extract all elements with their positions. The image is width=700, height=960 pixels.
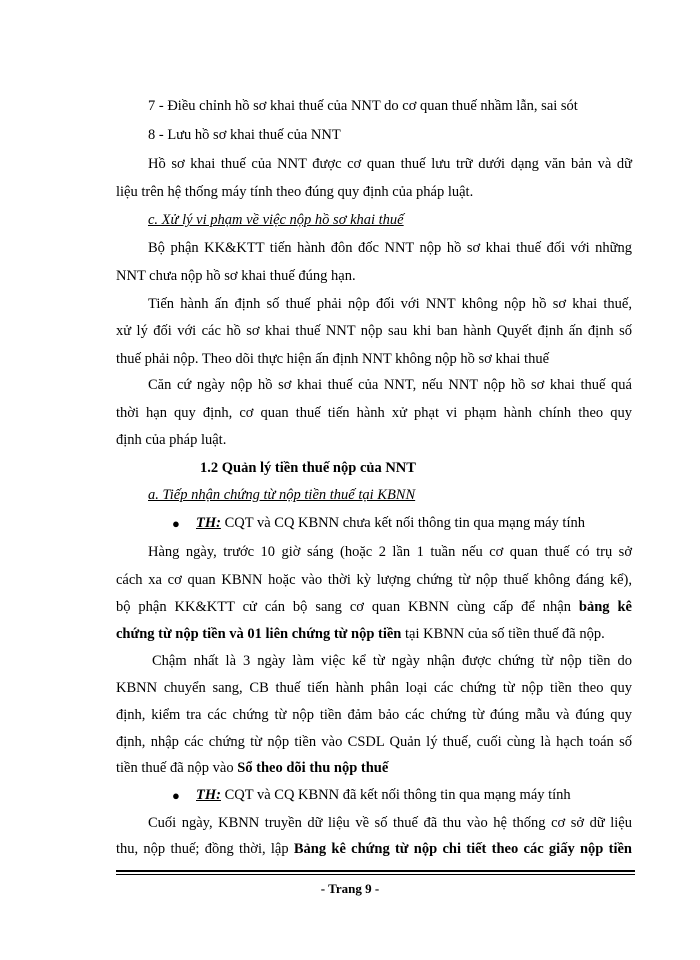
footer-rule-thin — [116, 874, 635, 875]
paragraph-line: xử lý đối với các hồ sơ khai thuế NNT nộp sau khi ban hành Quyết định ấn định số — [116, 323, 632, 339]
text-run: bộ phận KK&KTT cử cán bộ sang cơ quan KBNN cùng cấp để nhận — [116, 599, 579, 615]
bullet-icon: ● — [172, 788, 180, 803]
paragraph-line: định, kiểm tra các chứng từ nộp tiền đảm bảo các chứng từ đúng mẫu và đúng quy — [116, 707, 632, 723]
page-number: - Trang 9 - — [320, 881, 380, 896]
paragraph-line — [116, 598, 632, 616]
text-run: thu, nộp thuế; đồng thời, lập — [116, 841, 294, 857]
bold-text-run: Sổ theo dõi thu nộp thuế — [237, 760, 389, 776]
bold-text-run: Bảng kê chứng từ nộp chi tiết theo các giấy nộp tiền — [293, 841, 632, 857]
list-item-8: 8 - Lưu hồ sơ khai thuế của NNT — [148, 127, 341, 143]
paragraph-line: KBNN chuyển sang, CB thuế tiến hành phân loại các chứng từ nộp tiền theo quy — [116, 680, 632, 696]
paragraph-line — [116, 840, 632, 858]
paragraph-line: thuế phải nộp. Theo dõi thực hiện ấn định NNT không nộp hồ sơ khai thuế — [116, 351, 550, 367]
paragraph-line: Căn cứ ngày nộp hồ sơ khai thuế của NNT, nếu NNT nộp hồ sơ khai thuế quá — [148, 377, 632, 393]
paragraph-line: liệu trên hệ thống máy tính theo đúng quy định của pháp luật. — [116, 184, 474, 200]
footer-rule — [116, 870, 635, 872]
bold-text-run: chứng từ nộp tiền và 01 liên chứng từ nộp tiền — [116, 626, 402, 642]
paragraph-line: Cuối ngày, KBNN truyền dữ liệu về số thuế đã thu vào hệ thống cơ sở dữ liệu — [148, 815, 632, 831]
bold-text-run: bảng kê — [578, 599, 632, 615]
text-run: tại KBNN của số tiền thuế đã nộp. — [401, 626, 605, 642]
bullet-item — [196, 786, 571, 804]
paragraph-line: thời hạn quy định, cơ quan thuế tiến hành xử phạt vi phạm hành chính theo quy — [116, 405, 632, 421]
section-heading-c: c. Xử lý vi phạm về việc nộp hồ sơ khai thuế — [148, 212, 404, 228]
paragraph-line: Chậm nhất là 3 ngày làm việc kể từ ngày nhận được chứng từ nộp tiền do — [152, 653, 632, 669]
case-label: TH: — [196, 787, 221, 803]
paragraph-line: Tiến hành ấn định số thuế phải nộp đối với NNT không nộp hồ sơ khai thuế, — [148, 296, 632, 312]
case-label: TH: — [196, 515, 221, 531]
paragraph-line — [116, 759, 388, 777]
paragraph-line: định, nhập các chứng từ nộp tiền vào CSDL Quản lý thuế, cuối cùng là hạch toán số — [116, 734, 632, 750]
section-heading-a: a. Tiếp nhận chứng từ nộp tiền thuế tại KBNN — [148, 487, 416, 503]
bullet-icon: ● — [172, 516, 180, 531]
bullet-item — [196, 514, 585, 532]
paragraph-line — [116, 625, 605, 643]
text-run: tiền thuế đã nộp vào — [116, 760, 238, 776]
paragraph-line: Hàng ngày, trước 10 giờ sáng (hoặc 2 lần 1 tuần nếu cơ quan thuế có trụ sở — [148, 544, 632, 560]
paragraph-line: Hồ sơ khai thuế của NNT được cơ quan thuế lưu trữ dưới dạng văn bản và dữ — [148, 156, 632, 172]
paragraph-line: định của pháp luật. — [116, 432, 227, 448]
paragraph-line: NNT chưa nộp hồ sơ khai thuế đúng hạn. — [116, 268, 356, 284]
bullet-text: CQT và CQ KBNN đã kết nối thông tin qua mạng máy tính — [220, 787, 571, 803]
section-heading-1-2: 1.2 Quản lý tiền thuế nộp của NNT — [200, 460, 416, 476]
paragraph-line: Bộ phận KK&KTT tiến hành đôn đốc NNT nộp hồ sơ khai thuế đối với những — [148, 240, 632, 256]
paragraph-line: cách xa cơ quan KBNN hoặc vào thời kỳ lượng chứng từ nộp thuế không đáng kể), — [116, 572, 632, 588]
list-item-7: 7 - Điều chỉnh hồ sơ khai thuế của NNT do cơ quan thuế nhầm lẫn, sai sót — [148, 98, 578, 114]
bullet-text: CQT và CQ KBNN chưa kết nối thông tin qua mạng máy tính — [220, 515, 585, 531]
